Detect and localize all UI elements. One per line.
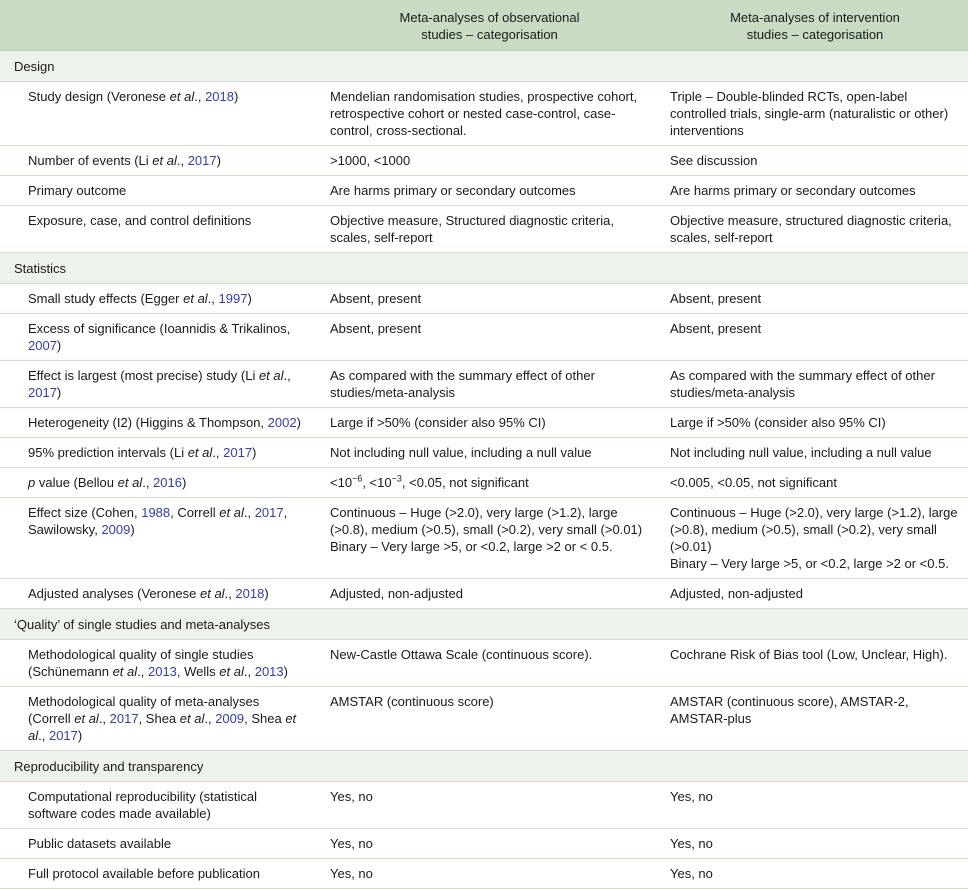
row-label: Small study effects (Egger et al., 1997) (0, 284, 317, 314)
row-label: Effect is largest (most precise) study (Li et al., 2017) (0, 361, 317, 408)
table-row (0, 468, 968, 498)
row-label: Adjusted analyses (Veronese et al., 2018) (0, 579, 317, 609)
row-label: Effect size (Cohen, 1988, Correll et al., 2017, Sawilowsky, 2009) (0, 498, 317, 579)
table-row (0, 176, 968, 206)
table-row (0, 146, 968, 176)
reference-link[interactable]: 2017 (223, 445, 253, 460)
observational-cell: Adjusted, non-adjusted (317, 579, 662, 609)
reference-link[interactable]: 2017 (254, 505, 284, 520)
table-row (0, 284, 968, 314)
intervention-cell: Yes, no (662, 829, 968, 859)
reference-link[interactable]: 2009 (101, 522, 131, 537)
reference-link[interactable]: 1988 (141, 505, 171, 520)
reference-link[interactable]: 2009 (215, 711, 245, 726)
row-label: 95% prediction intervals (Li et al., 2017) (0, 438, 317, 468)
reference-link[interactable]: 1997 (218, 291, 248, 306)
intervention-cell: Absent, present (662, 314, 968, 361)
reference-link[interactable]: 2018 (205, 89, 234, 104)
observational-cell: Yes, no (317, 859, 662, 889)
table-row (0, 314, 968, 361)
reference-link[interactable]: 2007 (28, 338, 57, 353)
intervention-cell: Continuous – Huge (>2.0), very large (>1.2), large (>0.8), medium (>0.5), small (>0.2), very small (>0.01) Binary – Very large >5, or <0.2, large >2 or <0.5. (662, 498, 968, 579)
intervention-cell: Cochrane Risk of Bias tool (Low, Unclear, High). (662, 640, 968, 687)
row-label: Public datasets available (0, 829, 317, 859)
header-observational: Meta-analyses of observational studies – categorisation (399, 10, 580, 42)
intervention-cell: Large if >50% (consider also 95% CI) (662, 408, 968, 438)
observational-cell: Yes, no (317, 829, 662, 859)
observational-cell: Are harms primary or secondary outcomes (317, 176, 662, 206)
row-label: Exposure, case, and control definitions (0, 206, 317, 253)
row-label: Full protocol available before publication (0, 859, 317, 889)
intervention-cell: See discussion (662, 146, 968, 176)
header-empty (0, 0, 317, 51)
section-design: Design (0, 51, 968, 82)
observational-cell: Continuous – Huge (>2.0), very large (>1.2), large (>0.8), medium (>0.5), small (>0.2), very small (>0.01) Binary – Very large >5, or <0.2, large >2 or < 0.5. (317, 498, 662, 579)
row-label: Primary outcome (0, 176, 317, 206)
table-row (0, 206, 968, 253)
intervention-cell: AMSTAR (continuous score), AMSTAR-2, AMSTAR-plus (662, 687, 968, 751)
row-label: Excess of significance (Ioannidis & Trikalinos, 2007) (0, 314, 317, 361)
reference-link[interactable]: 2002 (267, 415, 297, 430)
intervention-cell: As compared with the summary effect of other studies/meta-analysis (662, 361, 968, 408)
section-quality: ‘Quality’ of single studies and meta-analyses (0, 609, 968, 640)
observational-cell: Large if >50% (consider also 95% CI) (317, 408, 662, 438)
observational-cell: Absent, present (317, 284, 662, 314)
row-label: Methodological quality of meta-analyses (Correll et al., 2017, Shea et al., 2009, Shea et al., 2017) (0, 687, 317, 751)
observational-cell: Not including null value, including a null value (317, 438, 662, 468)
intervention-cell: Triple – Double-blinded RCTs, open-label controlled trials, single-arm (naturalistic or other) interventions (662, 82, 968, 146)
intervention-cell: Not including null value, including a null value (662, 438, 968, 468)
table-row (0, 438, 968, 468)
intervention-cell: Absent, present (662, 284, 968, 314)
table-row (0, 408, 968, 438)
row-label: Heterogeneity (I2) (Higgins & Thompson, 2002) (0, 408, 317, 438)
header-intervention: Meta-analyses of intervention studies – categorisation (730, 10, 900, 42)
reference-link[interactable]: 2017 (28, 385, 57, 400)
row-label: Computational reproducibility (statistical software codes made available) (0, 782, 317, 829)
observational-cell: $<10^{-6}$, $<10^{-3}$, <0.05, not significant (317, 468, 662, 498)
table-row (0, 687, 968, 751)
table-header-row (0, 0, 968, 51)
table-row (0, 640, 968, 687)
reference-link[interactable]: 2017 (187, 153, 217, 168)
table-row (0, 579, 968, 609)
intervention-cell: Adjusted, non-adjusted (662, 579, 968, 609)
observational-cell: Mendelian randomisation studies, prospective cohort, retrospective cohort or nested case-control, case-control, cross-sectional. (317, 82, 662, 146)
reference-link[interactable]: 2013 (254, 664, 284, 679)
observational-cell: Absent, present (317, 314, 662, 361)
reference-link[interactable]: 2017 (109, 711, 139, 726)
intervention-cell: Yes, no (662, 859, 968, 889)
table-row (0, 361, 968, 408)
observational-cell: New-Castle Ottawa Scale (continuous score). (317, 640, 662, 687)
reference-link[interactable]: 2013 (147, 664, 177, 679)
observational-cell: Objective measure, Structured diagnostic criteria, scales, self-report (317, 206, 662, 253)
section-reproducibility: Reproducibility and transparency (0, 751, 968, 782)
row-label: p value (Bellou et al., 2016) (0, 468, 317, 498)
table-row (0, 782, 968, 829)
reference-link[interactable]: 2017 (48, 728, 78, 743)
row-label: Number of events (Li et al., 2017) (0, 146, 317, 176)
observational-cell: As compared with the summary effect of other studies/meta-analysis (317, 361, 662, 408)
intervention-cell: Are harms primary or secondary outcomes (662, 176, 968, 206)
row-label: Study design (Veronese et al., 2018) (0, 82, 317, 146)
observational-cell: AMSTAR (continuous score) (317, 687, 662, 751)
observational-cell: Yes, no (317, 782, 662, 829)
intervention-cell: Yes, no (662, 782, 968, 829)
reference-link[interactable]: 2016 (153, 475, 182, 490)
reference-link[interactable]: 2018 (235, 586, 265, 601)
row-label: Methodological quality of single studies (Schünemann et al., 2013, Wells et al., 2013) (0, 640, 317, 687)
section-statistics: Statistics (0, 253, 968, 284)
observational-cell: >1000, <1000 (317, 146, 662, 176)
intervention-cell: Objective measure, structured diagnostic criteria, scales, self-report (662, 206, 968, 253)
intervention-cell: <0.005, <0.05, not significant (662, 468, 968, 498)
table-row (0, 498, 968, 579)
table-row (0, 859, 968, 889)
table-row (0, 82, 968, 146)
